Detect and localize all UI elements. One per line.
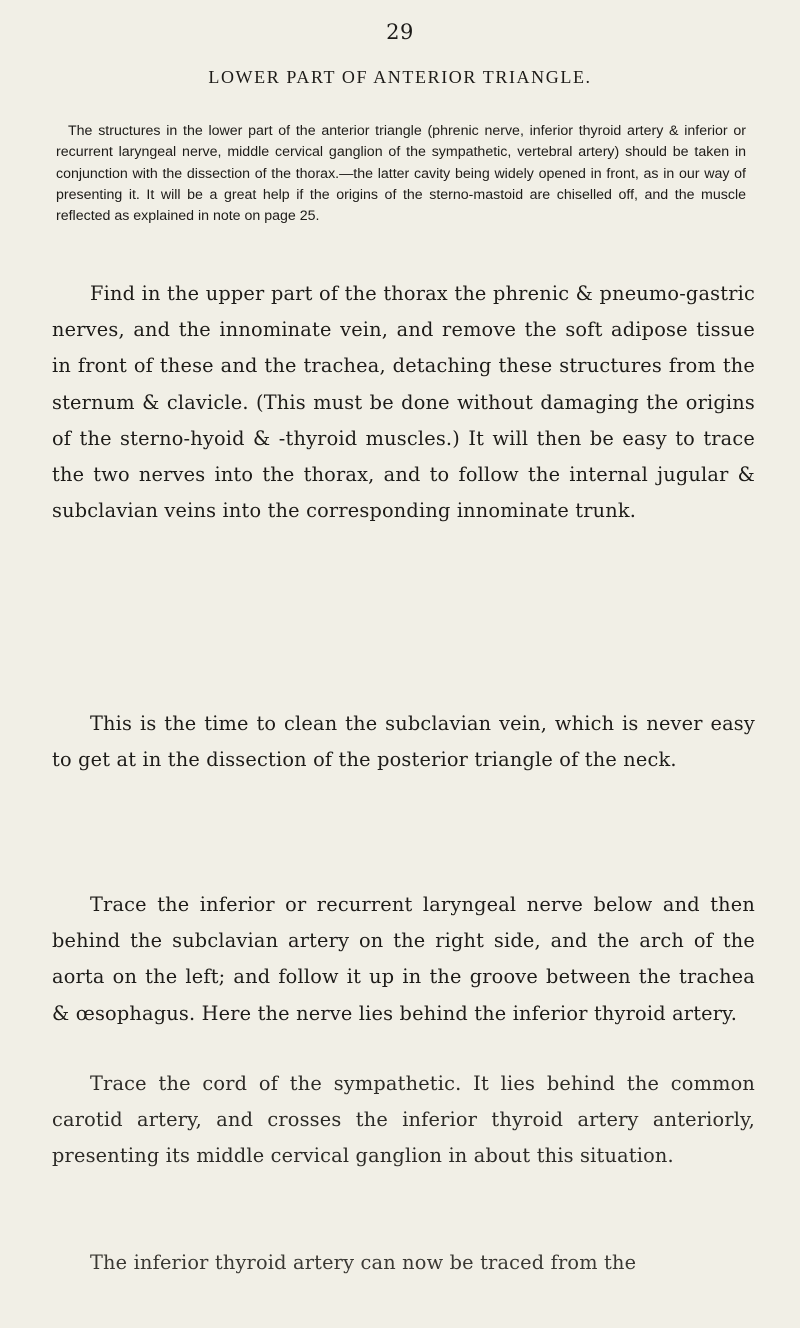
paragraph-recurrent-laryngeal-nerve: Trace the inferior or recurrent laryngeal nerve below and then behind the subclavian artery on the right side, and the arch of the aorta on the left; and follow it up in the groove between the trachea & œsophagus. Here the nerve lies behind the inferior thyroid artery. (52, 893, 755, 1025)
section-title: LOWER PART OF ANTERIOR TRIANGLE. (208, 67, 592, 87)
introductory-note: The structures in the lower part of the anterior triangle (phrenic nerve, inferior thyroid artery & inferior or recurrent laryngeal nerve, middle cervical ganglion of the sympathetic, vertebral artery) should be taken in conjunction with the dissection of the thorax.—the latter cavity being widely opened in front, as in our way of presenting it. It will be a great help if the origins of the sterno-mastoid are chiselled off, and the muscle reflected as explained in note on page 25. (56, 123, 746, 225)
paragraph-sympathetic-cord: Trace the cord of the sympathetic. It lies behind the common carotid artery, and crosses the inferior thyroid artery anteriorly, presenting its middle cervical ganglion in about this situation. (52, 1072, 755, 1168)
paragraph-subclavian-vein: This is the time to clean the subclavian vein, which is never easy to get at in the dissection of the posterior triangle of the neck. (52, 712, 755, 772)
page-number: 29 (386, 20, 414, 44)
paragraph-thorax-nerves: Find in the upper part of the thorax the phrenic & pneumo-gastric nerves, and the innominate vein, and remove the soft adipose tissue in front of these and the trachea, detaching these structures from the sternum & clavicle. (This must be done without damaging the origins of the sterno-hyoid & -thyroid muscles.) It will then be easy to trace the two nerves into the thorax, and to follow the internal jugular & subclavian veins into the corresponding innominate trunk. (52, 282, 755, 523)
paragraph-inferior-thyroid-artery: The inferior thyroid artery can now be traced from the (90, 1251, 637, 1274)
